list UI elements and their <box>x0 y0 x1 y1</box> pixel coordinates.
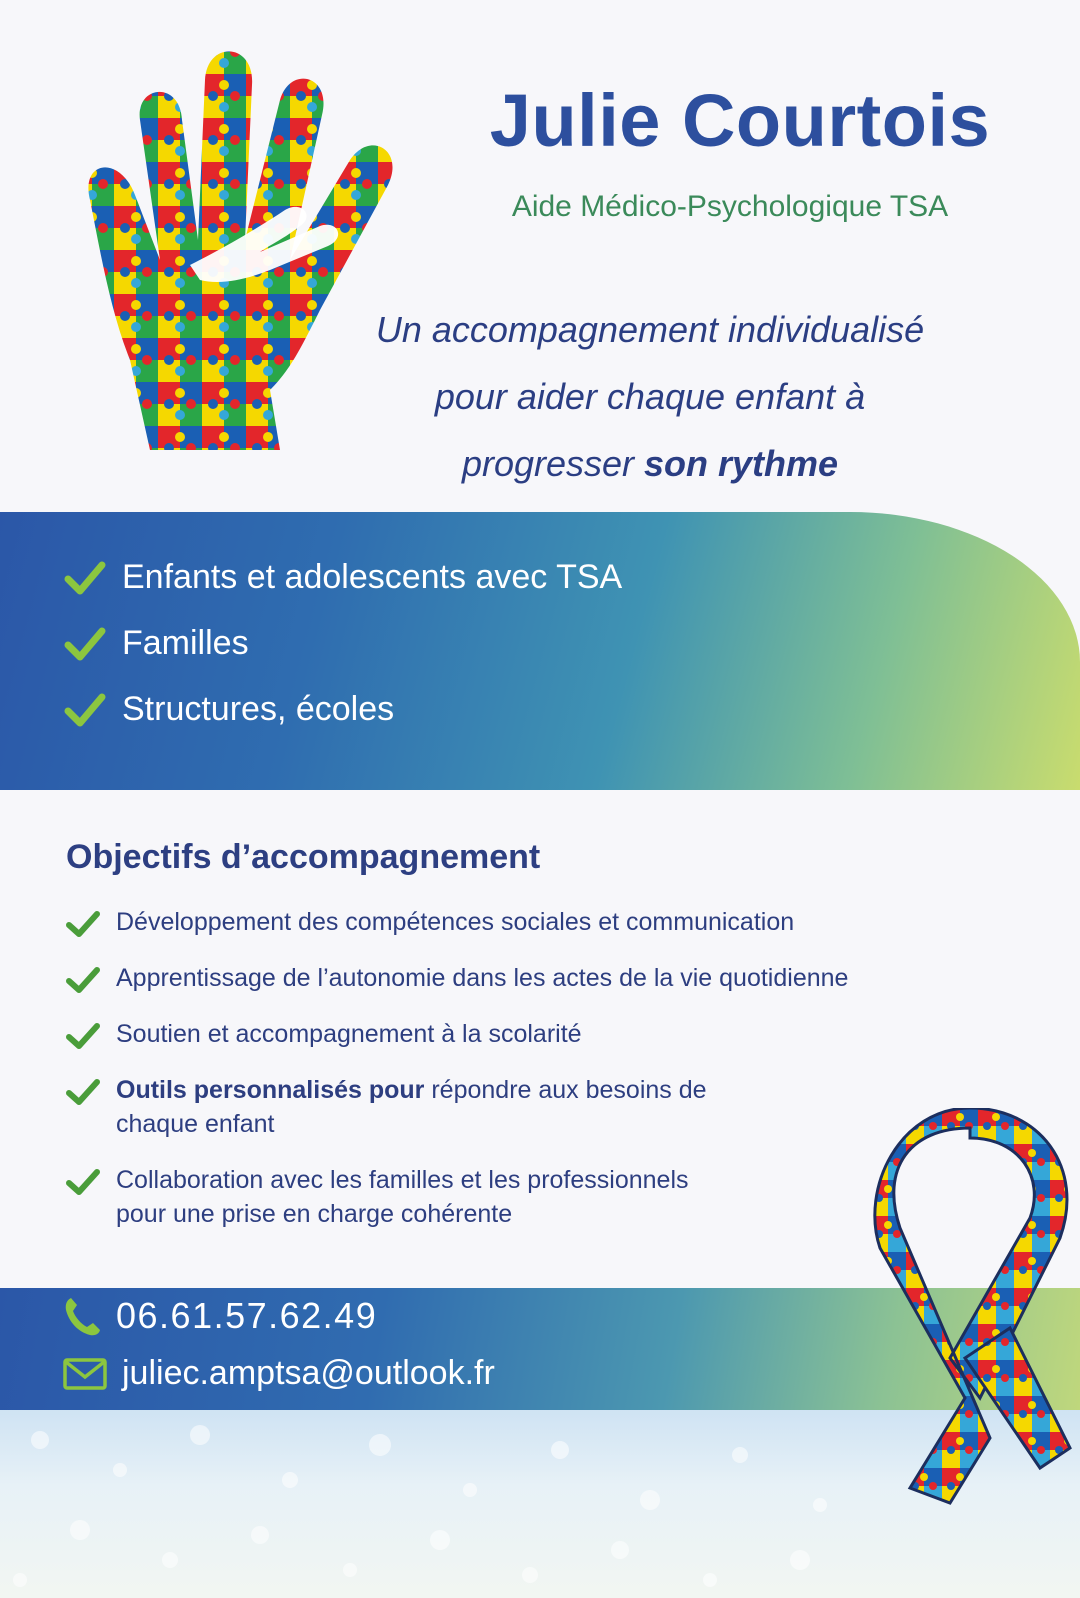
tagline-emphasis: son rythme <box>644 443 839 484</box>
check-icon <box>64 909 102 939</box>
check-icon <box>62 559 108 597</box>
check-icon <box>64 1167 102 1197</box>
audience-item-label: Enfants et adolescents avec TSA <box>122 558 623 596</box>
list-item <box>64 1017 1024 1051</box>
check-icon <box>64 1077 102 1107</box>
audience-item <box>62 558 622 597</box>
tagline-line-1: Un accompagnement individualisé <box>375 309 925 350</box>
puzzle-ribbon-icon <box>870 1108 1080 1508</box>
objective-text: Développement des compétences sociales et communication <box>116 908 795 936</box>
audience-item <box>62 690 394 729</box>
objective-text: Soutien et accompagnement à la scolarité <box>116 1020 582 1048</box>
phone-row[interactable] <box>62 1294 377 1338</box>
audience-band <box>0 512 1080 790</box>
envelope-icon <box>62 1357 108 1391</box>
check-icon <box>62 691 108 729</box>
check-icon <box>64 1021 102 1051</box>
email-row[interactable] <box>62 1354 495 1393</box>
tagline <box>300 296 1000 497</box>
audience-item-label: Structures, écoles <box>122 690 395 728</box>
objective-text-line-2: chaque enfant <box>116 1110 275 1138</box>
objective-text-line-1: Collaboration avec les familles et les professionnels <box>116 1166 689 1194</box>
list-item <box>64 961 1024 995</box>
phone-icon <box>62 1294 102 1338</box>
objective-text-line-2: pour une prise en charge cohérente <box>116 1200 513 1228</box>
objective-text: Apprentissage de l’autonomie dans les actes de la vie quotidienne <box>116 964 849 992</box>
phone-number[interactable]: 06.61.57.62.49 <box>116 1295 378 1336</box>
check-icon <box>64 965 102 995</box>
tagline-line-3 <box>300 430 1000 497</box>
audience-item <box>62 624 249 663</box>
audience-item-label: Familles <box>122 624 249 662</box>
objectives-heading: Objectifs d’accompagnement <box>66 838 541 876</box>
objective-emphasis: Outils personnalisés pour <box>116 1076 425 1104</box>
objective-text <box>116 1163 689 1231</box>
job-title: Aide Médico-Psychologique TSA <box>511 190 949 223</box>
tagline-line-3-prefix: progresser <box>461 443 645 484</box>
list-item <box>64 905 1024 939</box>
objective-text <box>116 1073 707 1141</box>
email-address[interactable]: juliec.amptsa@outlook.fr <box>122 1354 495 1392</box>
check-icon <box>62 625 108 663</box>
page-title: Julie Courtois <box>489 79 991 162</box>
tagline-line-2: pour aider chaque enfant à <box>434 376 866 417</box>
objective-text-rest: répondre aux besoins de <box>424 1076 707 1104</box>
